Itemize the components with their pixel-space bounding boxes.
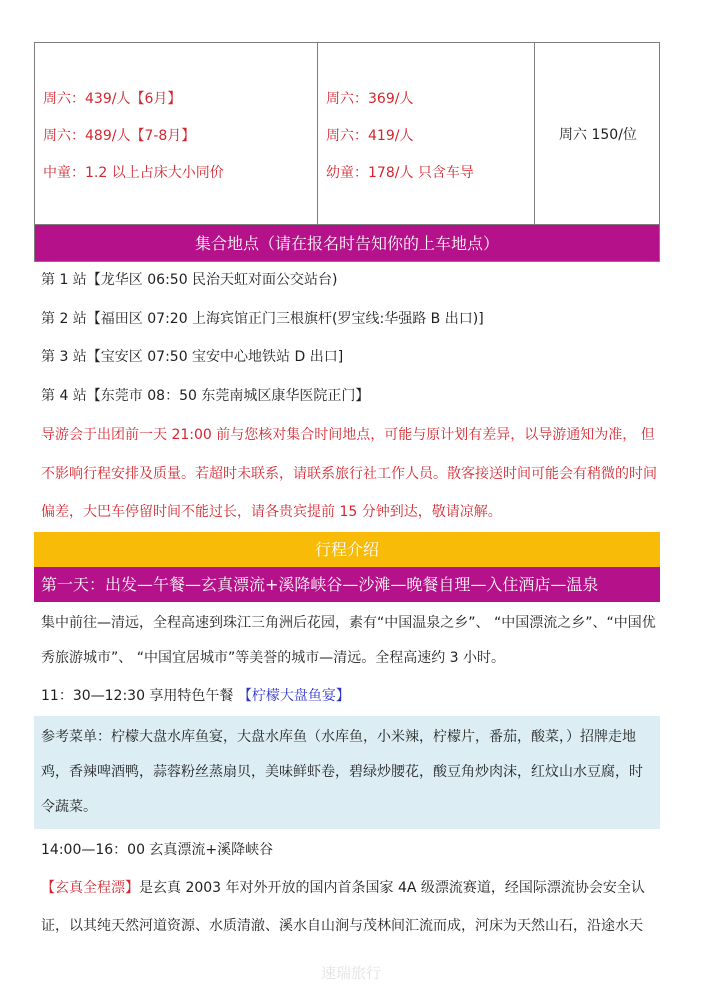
activity-time: 14:00—16：00 玄真漂流+溪降峡谷	[41, 841, 274, 858]
station-item: 第 2 站【福田区 07:20 上海宾馆正门三根旗杆(罗宝线:华强路 B 出口)]	[41, 310, 484, 327]
price-line: 周六：489/人【7-8月】	[43, 128, 196, 144]
price-line: 周六：419/人	[326, 128, 414, 144]
menu-box: 参考菜单：柠檬大盘水库鱼宴，大盘水库鱼（水库鱼，小米辣，柠檬片，番茄，酸菜，）招牌走地鸡，香辣啤酒鸭，蒜蓉粉丝蒸扇贝，美味鲜虾卷，碧绿炒腰花，酸豆角炒肉沫，红炆山水豆腐，时令蔬菜。	[34, 716, 660, 829]
price-extra-text: 周六 150/位	[559, 126, 637, 143]
station-item: 第 1 站【龙华区 06:50 民治天虹对面公交站台)	[41, 272, 338, 288]
station-list	[34, 262, 660, 416]
station-item: 第 4 站【东莞市 08：50 东莞南城区康华医院正门】	[41, 387, 370, 404]
watermark: 速瑞旅行	[320, 964, 381, 982]
rafting-description	[34, 869, 660, 946]
meeting-header: 集合地点（请在报名时告知你的上车地点）	[34, 225, 660, 262]
price-column-adult	[35, 43, 318, 224]
price-column-extra	[535, 43, 661, 224]
page	[34, 42, 660, 946]
lunch-name: 【柠檬大盘鱼宴】	[237, 687, 350, 704]
station-item: 第 3 站【宝安区 07:50 宝安中心地铁站 D 出口]	[41, 349, 344, 365]
itinerary-header: 行程介绍	[34, 532, 660, 567]
price-line: 中童：1.2 以上占床大小同价	[43, 165, 224, 181]
day1-title: 第一天：出发—午餐—玄真漂流+溪降峡谷—沙滩—晚餐自理—入住酒店—温泉	[34, 567, 660, 602]
price-table	[34, 42, 660, 225]
day1-intro: 集中前往—清远，全程高速到珠江三角洲后花园，素有“中国温泉之乡”、 “中国漂流之乡”、“中国优秀旅游城市”、 “中国宜居城市”等美誉的城市—清远。全程高速约 3 小时。	[41, 614, 656, 666]
rafting-text: 是玄真 2003 年对外开放的国内首条国家 4A 级漂流赛道，经国际漂流协会安全认证，以其纯天然河道资源、水质清澈、溪水自山涧与茂林间汇流而成，河床为天然山石，沿途水天	[41, 879, 645, 934]
lunch-line	[34, 676, 660, 716]
price-line: 周六：439/人【6月】	[43, 91, 182, 107]
lunch-time: 11：30—12:30 享用特色午餐	[41, 687, 238, 704]
price-column-other	[318, 43, 535, 224]
rafting-label: 【玄真全程漂】	[41, 879, 139, 896]
meeting-notice: 导游会于出团前一天 21:00 前与您核对集合时间地点，可能与原计划有差异，以导游通知为准， 但不影响行程安排及质量。若超时未联系，请联系旅行社工作人员。散客接送时间可能会有稍微的时间偏差，大巴车停留时间不能过长，请各贵宾提前 15 分钟到达，敬请凉解。	[41, 427, 657, 520]
price-line: 周六：369/人	[326, 91, 414, 107]
price-line: 幼童：178/人 只含车导	[326, 165, 474, 181]
